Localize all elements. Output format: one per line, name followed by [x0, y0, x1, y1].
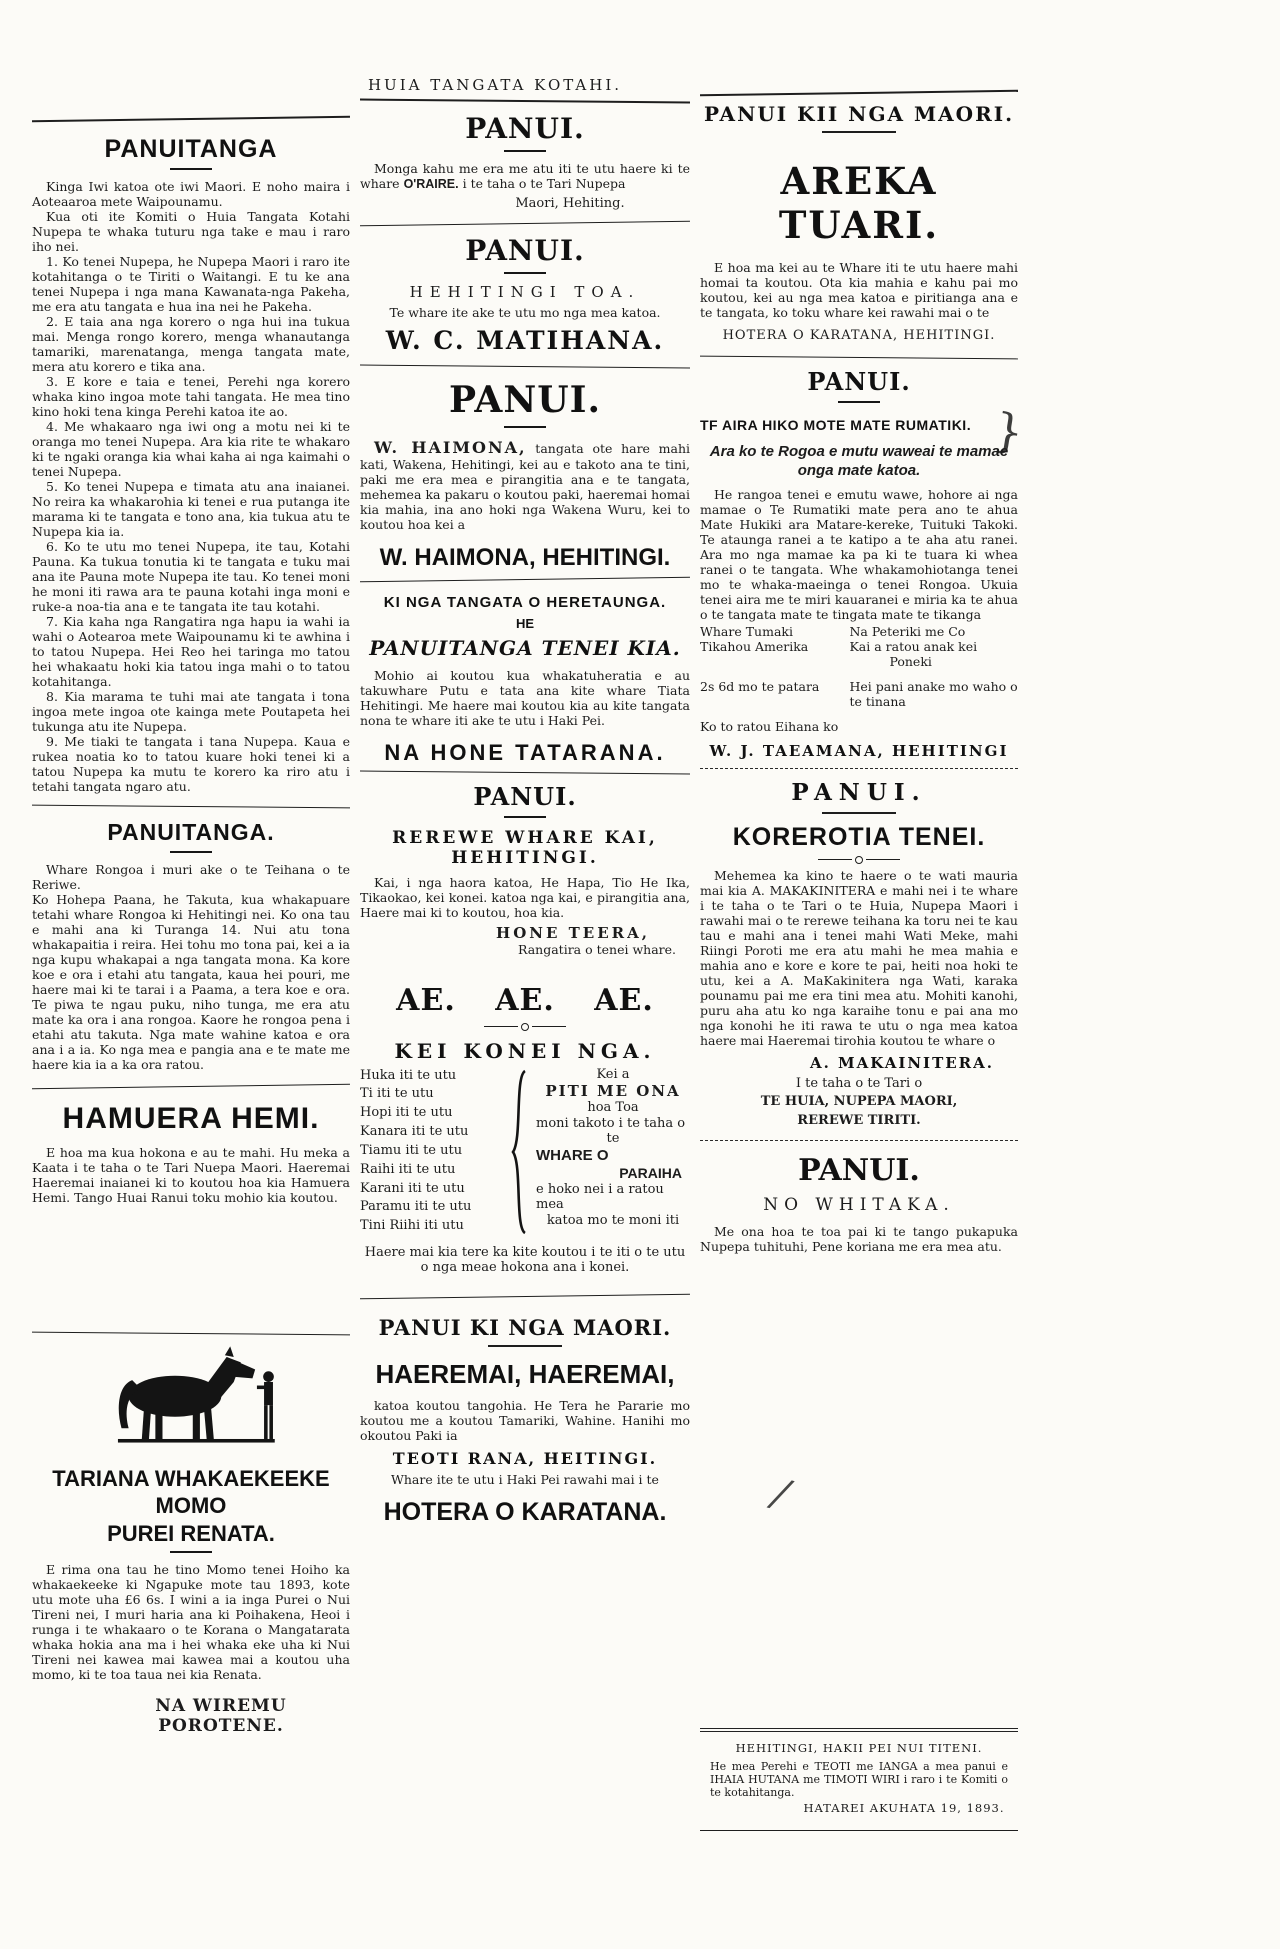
paragraph: Me ona hoa te toa pai ki te tango pukapuka Nupepa tuhituhi, Pene koriana me era mea atu. — [700, 1223, 1018, 1254]
table-cell: Kai a ratou anak kei — [849, 638, 978, 654]
section-divider — [360, 221, 690, 227]
paragraph: Kai, i nga haora katoa, He Hapa, Tio He Ika, Tikaokao, kei konei. katoa nga kai, e pirangitia ana, Haere mai ki to koutou, hoa kia. — [360, 874, 690, 920]
signature-teoti-rana: TEOTI RANA, HEITINGI. — [392, 1449, 658, 1469]
section-title-panui-ki-nga-maori: PANUI KI NGA MAORI. — [378, 1314, 672, 1340]
paragraph: 8. Kia marama te tuhi mai ate tangata i tona ingoa mete ingoa ote kainga mete Poutapeta hei tukunga atu ite Nupepa. — [32, 689, 350, 734]
column-middle — [360, 100, 690, 1531]
blank-space — [700, 1254, 1018, 1724]
paragraph: 5. Ko tenei Nupepa e timata atu ana inaianei. No reira ka whakarohia ki tenei e rua putanga ite marama ki te tangata e tono ana, kia tukua atu te Nupepa kia ia. — [32, 479, 350, 539]
paragraph: Kinga Iwi katoa ote iwi Maori. E noho maira i Aoteaaroa mete Waipounamu. — [32, 179, 350, 209]
paragraph: Te whare ite ake te utu mo nga mea katoa. — [389, 304, 661, 320]
ink-mark-slash: / — [767, 1470, 794, 1518]
paragraph: 4. Me whakaaro nga iwi ong a motu nei ki te oranga mo tenei Nupepa. Ara kia rite te whakaro ki te ngaki oranga kia whai kaha ai nga kaimahi o tenei Nupepa. — [32, 419, 350, 479]
signature-makainitera: A. MAKAINITERA. — [809, 1053, 994, 1072]
price-item: Tini Riihi iti utu — [360, 1218, 464, 1234]
title-dash — [822, 131, 896, 133]
price-item: Karani iti te utu — [360, 1180, 465, 1196]
paragraph: Kua oti ite Komiti o Huia Tangata Kotahi Nupepa te whaka tuturu nga take e mau i raro iho nei. — [32, 209, 350, 254]
price-item: Ti iti te utu — [360, 1086, 434, 1102]
price-items — [360, 1067, 510, 1237]
table-cell: Poneki — [889, 653, 932, 669]
column-header-panui-kii: PANUI KII NGA MAORI. — [703, 102, 1015, 126]
title-dash — [170, 1551, 212, 1553]
display-kei-konei-nga: KEI KONEI NGA. — [394, 1038, 656, 1063]
ad-line: I te taha o te Tari o — [795, 1075, 923, 1091]
section-title-panuitanga-2: PANUITANGA. — [107, 819, 275, 845]
table-cell: 2s 6d mo te patara — [700, 678, 820, 694]
imprint-line-2: He mea Perehi e TEOTI me IANGA a mea panui e IHAIA HUTANA me TIMOTI WIRI i raro i te Komiti o te kotahitanga. — [710, 1759, 1008, 1799]
advertiser-name: W. HAIMONA, — [374, 437, 527, 457]
masthead: HUIA TANGATA KOTAHI. — [367, 76, 623, 94]
paragraph: E hoa ma kei au te Whare iti te utu haere mahi homai ta koutou. Ota kia mahia e kahu pai mo koutou, kei au nga mea katoa e piritianga ana e te tangata, ko toku whare kei rawahi mai o te — [700, 259, 1018, 320]
horse-illustration — [32, 1344, 350, 1455]
section-divider — [32, 1331, 350, 1335]
title-dash — [488, 1345, 562, 1347]
ad-line: Kei a — [596, 1066, 630, 1082]
shop-name-piti: PITI ME ONA — [545, 1082, 681, 1101]
table-row — [700, 639, 1018, 654]
section-divider — [32, 1083, 350, 1088]
tariana-line-1: TARIANA WHAKAEKEEKE MOMO — [52, 1465, 330, 1519]
table-cell: Hei pani anake mo waho o te tinana — [849, 678, 1018, 709]
column-top-rule — [700, 90, 1018, 96]
display-hehitingi-toa: HEHITINGI TOA. — [409, 282, 641, 301]
signature-maori-hehiting: Maori, Hehiting. — [515, 195, 625, 211]
section-divider-dashed — [700, 768, 1018, 769]
title-dash — [504, 150, 546, 152]
section-title-panui-4: PANUI. — [473, 781, 577, 811]
section-title-panui-2: PANUI. — [465, 234, 585, 268]
heading-korerotia-tenei: KOREROTIA TENEI. — [732, 822, 986, 851]
ad-line: moni takoto i te taha o — [536, 1115, 686, 1131]
price-item: Tiamu iti te utu — [360, 1142, 463, 1158]
display-no-whitaka: NO WHITAKA. — [763, 1195, 955, 1216]
tariana-line-2: PUREI RENATA. — [107, 1520, 275, 1546]
signature-hotera-o-karatana: HOTERA O KARATANA. — [383, 1498, 667, 1527]
paragraph: Mehemea ka kino te haere o te wati mauria mai kia A. MAKAKINITERA e mahi nei i te whare i te taha o te Tari o te Huia, Nupepa Maori i rawahi mai o te rerewe teihana ka toru nei te kau tau e mahi ana i tenei mahi Wati Meke, mahi Riingi Poroti me era atu mahi he mea mahia e mahia ano e kore e kore te pai, heiti noa hoki te utu, kei a A. MaKakinitera nga Wati, karaka pounamu pai me era tini mea atu. Mohiti kanohi, puru aha atu ko nga karaihe tonu e pai ana mo nga konohi he iti rawa te utu o nga mea katoa haere mai Haeremai tirohia koutou te whare o — [700, 867, 1018, 1048]
section-title-tariana — [32, 1465, 350, 1548]
price-list — [360, 1067, 690, 1237]
column-top-rule — [32, 116, 350, 122]
ad-line: e hoko nei i a ratou mea — [536, 1181, 664, 1213]
paragraph: E hoa ma kua hokona e au te mahi. Hu meka a Kaata i te taha o te Tari Nuepa Maori. Haeremai Haeremai inaianei ki to koutou hoa kia Hamuera Hemi. Tango Huai Ranui toku mohio kia koutou. — [32, 1144, 350, 1205]
table-cell: Na Peteriki me Co — [849, 623, 966, 639]
display-haeremai: HAEREMAI, HAEREMAI, — [375, 1358, 675, 1389]
heading-panuitanga-tenei-kia: PANUITANGA TENEI KIA. — [369, 635, 681, 660]
table-gap — [700, 669, 1018, 679]
ad-text: Monga kahu me era me atu iti te utu haere ki te whare — [360, 160, 690, 191]
price-item: Huka iti te utu — [360, 1067, 457, 1083]
imprint-top-rule — [700, 1728, 1018, 1732]
paragraph: 9. Me tiaki te tangata i tana Nupepa. Kaua e rukea noatia ko to tatou kuare hoki tenei ki a tatou Nupepa ka mutu te korero ka riro atu i tetahi tangata ngaro atu. — [32, 734, 350, 794]
shop-name-whare-o: WHARE O — [536, 1146, 609, 1164]
ad-line: REREWE TIRITI. — [797, 1112, 921, 1128]
table-cell: Tikahou Amerika — [700, 638, 809, 654]
paragraph: 2. E taia ana nga korero o nga hui ina tukua mai. Menga rongo korero, menga whanautanga tamariki, marenatanga, menga tangata mate, mera atu korero e tika ana. — [32, 314, 350, 374]
section-title-panui-3: PANUI. — [448, 378, 602, 421]
heading-ara-ko-te-rogoa: Ara ko te Rogoa e mutu waweai te mamae onga mate katoa. — [709, 442, 1009, 480]
paragraph: Whare ite te utu i Haki Pei rawahi mai i te — [391, 1472, 659, 1488]
section-divider — [700, 356, 1018, 360]
heading-aira-hiko: TF AIRA HIKO MOTE MATE RUMATIKI. — [700, 417, 972, 434]
paragraph: Haere mai kia tere ka kite koutou i te iti o te utu o nga meae hokona ana i konei. — [364, 1244, 686, 1276]
paragraph: 1. Ko tenei Nupepa, he Nupepa Maori i raro ite kotahitanga o te Tiriti o Waitangi. E tu ke ana tenei Nupepa i nga mana Kawanata-nga Pakeha, me era atu tangata e hua ina nei he Pakeha. — [32, 254, 350, 314]
paragraph: 7. Kia kaha nga Rangatira nga hapu ia wahi ia wahi o Aotearoa mete Waipounamu ki te awhina i to tatou Nupepa. Hei Reo hei taringa mo tatou hei whakaatu hoki kia tatou inga mahi o to tatou kotahitanga. — [32, 614, 350, 689]
table-row — [700, 624, 1018, 639]
signature-hone-teera: HONE TEERA, — [496, 923, 650, 942]
signature-w-haimona: W. HAIMONA, HEHITINGI. — [379, 544, 671, 572]
table-cell: Whare Tumaki — [700, 623, 793, 639]
section-divider — [32, 805, 350, 809]
section-title-ae-ae-ae: AE. AE. AE. — [396, 982, 654, 1018]
ad-line: te — [606, 1131, 620, 1147]
signature-hotera-karatana: HOTERA O KARATANA, HEHITINGI. — [722, 327, 996, 343]
ornament-rule — [700, 856, 1018, 864]
signature-taeamana: W. J. TAEAMANA, HEHITINGI — [709, 741, 1009, 760]
title-dash — [504, 426, 546, 428]
ink-mark-brace: } — [990, 402, 1028, 460]
ornament-rule — [360, 1023, 690, 1031]
title-dash — [170, 168, 212, 170]
ad-line: Ko to ratou Eihana ko — [700, 718, 839, 734]
section-title-panui-6: PANUI. — [791, 778, 927, 806]
paragraph: Whare Rongoa i muri ake o te Teihana o te Reriwe. — [32, 861, 350, 892]
paragraph: E rima ona tau he tino Momo tenei Hoiho ka whakaekeeke ki Ngapuke mote tau 1893, kote utu mote uha £6 6s. I wini a ia inga Purei o Nui Tireni nei, I muri haria ana ki Poihakena, Heoi i runga i te whakaaro o te Korana o Mangatarata whaka hokia ana ma i hei whaka eke uha ki Nui Tireni nei kawea mai kawea mai a koutou uha momo, ki te toa taua nei kia Renata. — [32, 1562, 350, 1683]
paragraph: He rangoa tenei e emutu wawe, hohore ai nga mamae o Te Rumatiki mate pera ano te ahua Mate Hukiki ara Matare-kereke, Tuituki Takoki. Te ataunga ranei a te katipo a te aha atu ranei. Ara mo nga mamae ka pa ki te tuara ki whea ranei o te tangata. Whe whakamohiotanga tenei mo te whaka-maeinga o tenei Rongoa. Ukuia tenei aira me te miri kauaranei e miria ka te ahua o te tangata mate te tingata mate te tikanga — [700, 486, 1018, 622]
column-top-rule — [360, 99, 690, 104]
shop-name-paraiha: PARAIHA — [619, 1164, 682, 1181]
paragraph: 3. E kore e taia e tenei, Perehi nga korero whaka kino ingoa mote tahi tangata. He mea tino kino hoki tena kinga Perehi katoa ite ao. — [32, 374, 350, 419]
ad-text: i te taha o te Tari Nupepa — [458, 175, 626, 191]
paragraph: Ko Hohepa Paana, he Takuta, kua whakapuare tetahi whare Rongoa ki Hehitingi nei. Ko ona tau e mahi ana ki Turanga 14. Nui atu tona whakapaitia i reira. Hei tohu mo tona pai, kei a ia nga kupu whakapai a nga tangata mona. Ka kore koe e ora i etahi atu tangata, kaua hei pouri, me haere mai ki te tarai i a Paama, a tera koe e ora. Te piwa te ngau puku, niho tunga, me era atu mate ka ora i ana rongoa. Kaore he rongoa pena i etahi atu takuta. Nga mate wahine katoa e ora ana i a ia. Ko nga mea e pangia ana e te mate me haere kia ia a ka ora ratou. — [32, 891, 350, 1072]
ad-line: TE HUIA, NUPEPA MAORI, — [760, 1094, 958, 1110]
section-title-panui-5: PANUI. — [807, 367, 911, 397]
section-divider — [360, 1293, 690, 1299]
price-item: Hopi iti te utu — [360, 1105, 453, 1121]
section-title-hamuera-hemi: HAMUERA HEMI. — [62, 1101, 320, 1135]
section-divider — [360, 364, 690, 368]
brace-icon — [510, 1067, 532, 1237]
price-right-block — [532, 1067, 690, 1237]
heading-heretaunga: KI NGA TANGATA O HERETAUNGA. — [383, 593, 667, 611]
display-rerewe-whare-kai: REREWE WHARE KAI, — [392, 827, 658, 848]
title-dash — [822, 812, 896, 814]
table-row — [700, 654, 1018, 669]
paragraph: 6. Ko te utu mo tenei Nupepa, ite tau, Kotahi Pauna. Ka tukua tonutia ki te tangata e tuku mai ana ite Pauna mote Nupepa ite tau. Ko tenei moni he moni iti rawa ara te pauna kotahi inga moni e ruke-a noa-tia ana e te tangata ite tau kotahi. — [32, 539, 350, 614]
column-left — [32, 118, 350, 1737]
paragraph — [360, 161, 690, 192]
section-divider — [360, 577, 690, 583]
signature-hone-tatarana: NA HONE TATARANA. — [384, 739, 666, 765]
paragraph: katoa koutou tangohia. He Tera he Pararie mo koutou me a koutou Tamariki, Wahine. Hanihi mo okoutou Paki ia — [360, 1398, 690, 1444]
title-dash — [504, 272, 546, 274]
title-dash — [838, 401, 880, 403]
ad-text: tangata ote hare mahi kati, Wakena, Hehitingi, kei au e takoto ana te tini, paki me era mea e pirangitia ana e te tangata, mehemea ka pakaru o koutou paki, haeremai homai kia mahia, ina ano hoki nga Wakena Wuru, kei to koutou hoa kei a — [360, 440, 690, 533]
imprint-block — [700, 1728, 1018, 1831]
shop-name-oraire: O'RAIRE. — [403, 176, 459, 191]
price-item: Kanara iti te utu — [360, 1124, 469, 1140]
title-dash — [170, 851, 212, 853]
section-title-panuitanga: PANUITANGA — [104, 135, 278, 163]
section-divider-dashed — [700, 1140, 1018, 1141]
price-item: Raihi iti te utu — [360, 1161, 456, 1177]
paragraph — [360, 438, 690, 532]
price-item: Paramu iti te utu — [360, 1199, 472, 1215]
heading-he: HE — [515, 615, 535, 631]
imprint-line-3: HATAREI AKUHATA 19, 1893. — [803, 1801, 1005, 1816]
ad-line: katoa mo te moni iti — [546, 1212, 680, 1228]
title-dash — [504, 816, 546, 818]
ad-line: hoa Toa — [587, 1100, 639, 1116]
imprint-bottom-rule — [700, 1830, 1018, 1831]
signature-wiremu-porotene: NA WIREMU POROTENE. — [155, 1696, 287, 1737]
section-title-areka-tuari: AREKA TUARI. — [778, 159, 940, 248]
table-row — [700, 679, 1018, 709]
column-right — [700, 92, 1018, 1831]
section-title-panui-7: PANUI. — [798, 1153, 920, 1189]
signature-w-c-matihana: W. C. MATIHANA. — [385, 325, 665, 355]
paragraph: Mohio ai koutou kua whakatuheratia e au takuwhare Putu e tata ana kite whare Tiata Hehitingi. Me haere mai koutou kia au kite tangata nona te whare iti ake te utu i Haki Pei. — [360, 667, 690, 728]
display-hehitingi: HEHITINGI. — [451, 848, 599, 869]
section-title-panui-1: PANUI. — [465, 112, 585, 145]
signature-rangatira: Rangatira o tenei whare. — [518, 941, 676, 957]
section-divider — [360, 770, 690, 774]
medicine-table — [700, 624, 1018, 709]
imprint-line-1: HEHITINGI, HAKII PEI NUI TITENI. — [735, 1740, 983, 1755]
table-cell — [700, 654, 849, 669]
